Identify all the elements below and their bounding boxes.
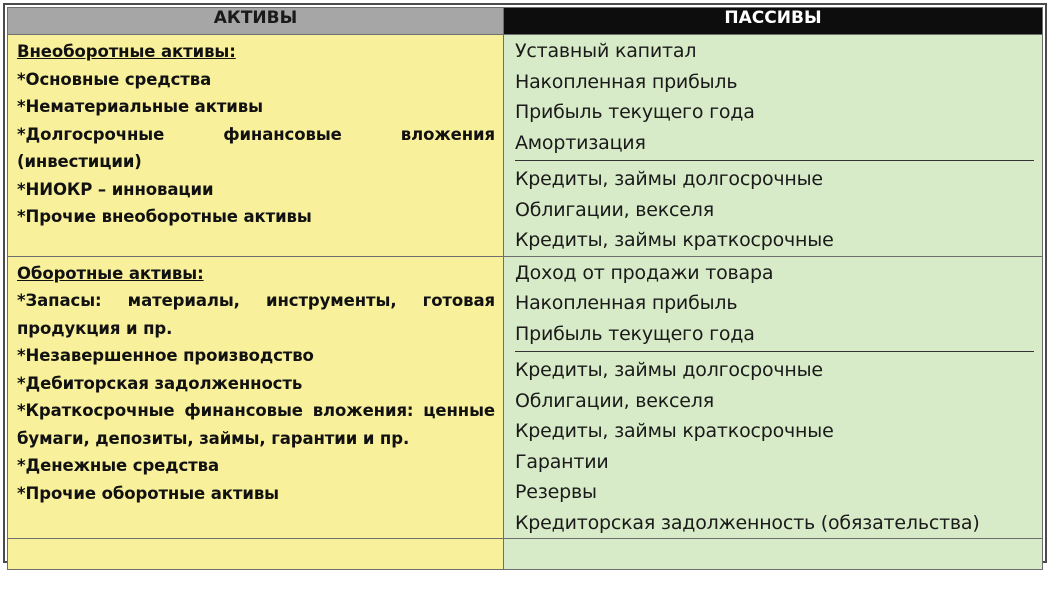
equity-item: Доход от продажи товара <box>515 261 774 284</box>
liabilities-total-cell <box>504 539 1043 570</box>
liabilities-header: ПАССИВЫ <box>504 8 1043 35</box>
asset-item: *Дебиторская задолженность <box>17 373 303 393</box>
current-assets-heading: Оборотные активы: <box>17 263 204 283</box>
debt-item: Резервы <box>515 481 597 503</box>
asset-item: *НИОКР – инновации <box>17 179 214 199</box>
asset-item: *Нематериальные активы <box>17 97 263 116</box>
debt-item: Гарантии <box>515 450 609 473</box>
noncurrent-assets-heading: Внеоборотные активы: <box>17 42 236 61</box>
debt-item: Кредиты, займы краткосрочные <box>515 229 834 251</box>
asset-item: *Денежные средства <box>17 456 220 475</box>
debt-item: Кредиты, займы долгосрочные <box>515 359 823 381</box>
balance-sheet-frame <box>3 3 1047 563</box>
current-assets-cell <box>8 256 504 539</box>
balance-sheet-table <box>7 7 1043 570</box>
equity-item: Накопленная прибыль <box>515 292 738 314</box>
equity-item: Накопленная прибыль <box>515 70 738 93</box>
equity-item: Прибыль текущего года <box>515 322 755 345</box>
asset-item: *Основные средства <box>17 69 212 89</box>
asset-item: *Запасы: материалы, инструменты, готовая продукция и пр. <box>17 291 495 338</box>
equity-item: Амортизация <box>515 131 646 154</box>
debt-item: Облигации, векселя <box>515 198 714 221</box>
equity-item: Прибыль текущего года <box>515 101 755 123</box>
debt-item: Облигации, векселя <box>515 389 714 412</box>
liabilities-block-2 <box>504 256 1043 539</box>
asset-item: *Прочие внеоборотные активы <box>17 207 312 226</box>
assets-header: АКТИВЫ <box>8 8 504 35</box>
noncurrent-assets-cell <box>8 35 504 257</box>
equity-item: Уставный капитал <box>515 40 697 62</box>
liabilities-block-1 <box>504 35 1043 257</box>
asset-item: *Незавершенное производство <box>17 346 314 365</box>
asset-item: *Прочие оборотные активы <box>17 483 279 503</box>
debt-item: Кредиторская задолженность (обязательства) <box>515 511 980 534</box>
equity-debt-divider <box>515 351 1034 352</box>
equity-debt-divider <box>515 160 1034 161</box>
debt-item: Кредиты, займы краткосрочные <box>515 420 834 442</box>
asset-item: *Краткосрочные финансовые вложения: ценные бумаги, депозиты, займы, гарантии и пр. <box>17 401 495 448</box>
asset-item: *Долгосрочные финансовые вложения (инвестиции) <box>17 124 495 171</box>
debt-item: Кредиты, займы долгосрочные <box>515 168 823 190</box>
assets-total-cell <box>8 539 504 570</box>
